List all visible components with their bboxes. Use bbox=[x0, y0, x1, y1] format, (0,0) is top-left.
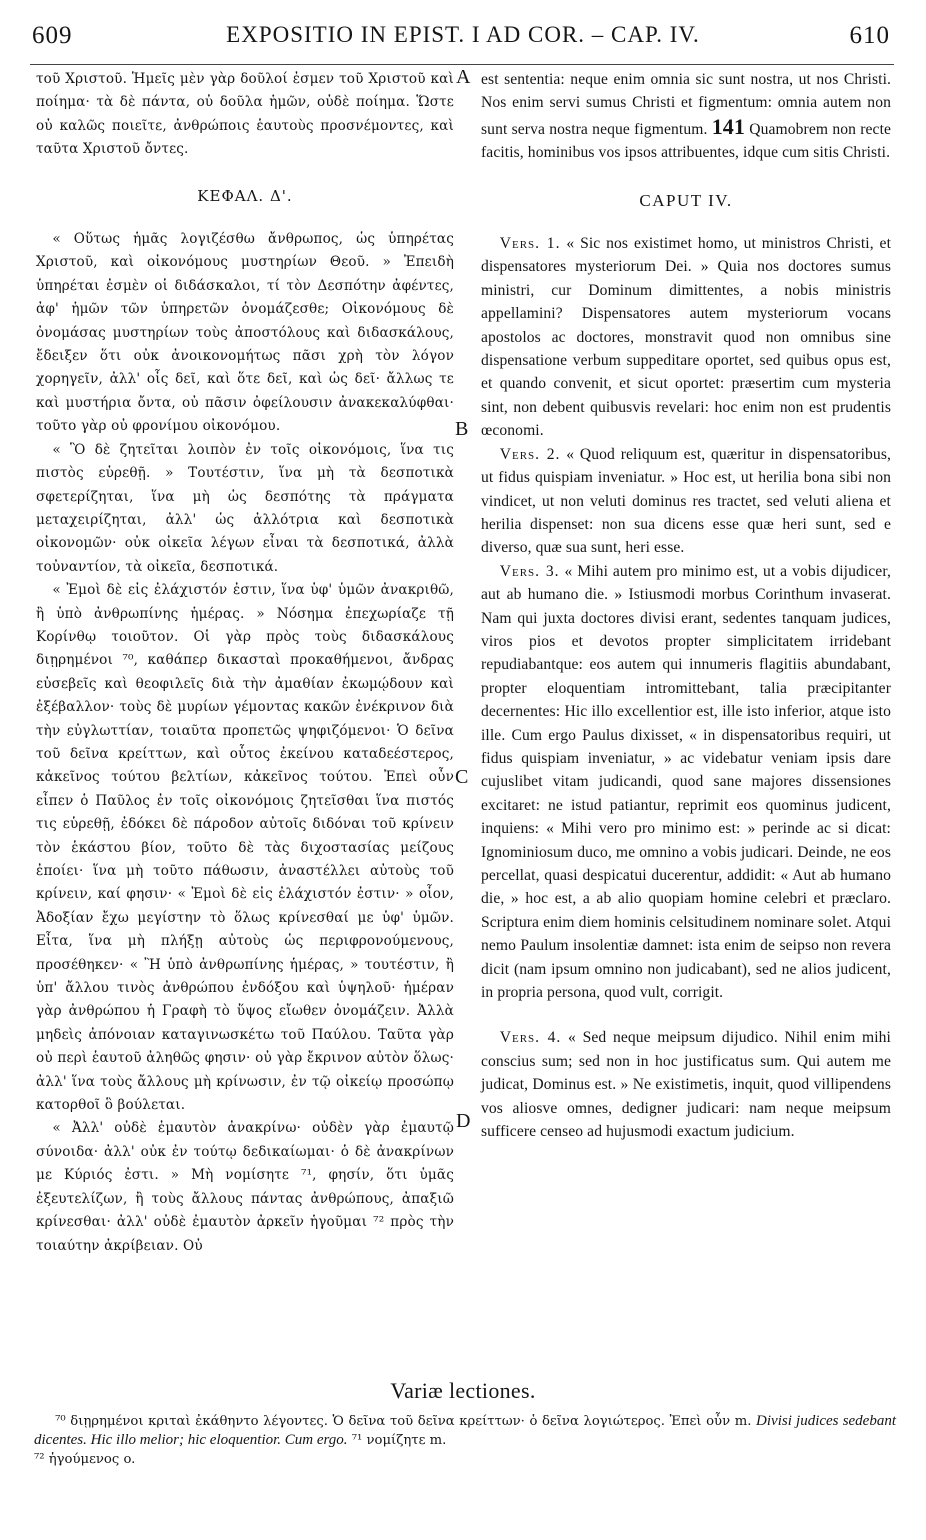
verse-text: « Sic nos existimet homo, ut ministros Christi, et dispensatores mysteriorum Dei. » Quia nos doctores sumus ministri, cur Dominum dimittentes, a nobis ministris appellamini? Dispensatores autem mysteriorum vocans apostolos ac doctores, monstravit quod non omnibus sine dispensatione verbum suppeditare oportet, sed quibus opus est, et quando convenit, et sicut oportet: præsertim cum mysteria sint, non debent quibusvis revelari: hoc enim non est prudentis œconomi. bbox=[481, 235, 892, 440]
latin-intro-paragraph bbox=[481, 68, 891, 165]
greek-intro-paragraph: τοῦ Χριστοῦ. Ἡμεῖς μὲν γὰρ δοῦλοί ἐσμεν τοῦ Χριστοῦ καὶ ποίημα· τὰ δὲ πάντα, οὐ δοῦλα ἡμῶν, οὐδὲ ποίημα. Ὥστε οὐ καλῶς ποιεῖτε, ἀνθρώποις ἑαυτοὺς προσνέμοντες, καὶ ταῦτα Χριστοῦ ὄντες. bbox=[36, 71, 454, 158]
footnote-70-71 bbox=[34, 1412, 896, 1450]
paragraph-gap bbox=[481, 1004, 891, 1026]
verse-label: Vers. 1. bbox=[499, 235, 561, 253]
section-marker-d: D bbox=[456, 1110, 471, 1132]
column-number: 141 bbox=[711, 113, 746, 139]
greek-column bbox=[36, 68, 454, 1258]
section-marker-c: C bbox=[455, 766, 469, 788]
section-marker-b: B bbox=[455, 418, 469, 440]
verse-label: Vers. 4. bbox=[499, 1029, 562, 1047]
footnote-70-greek: ⁷⁰ διῃρημένοι κριταὶ ἐκάθηντο λέγοντες. Ὁ δεῖνα τοῦ δεῖνα κρείττων· ὁ δεῖνα λογιώτερος. Ἐπεὶ οὖν m. bbox=[55, 1414, 752, 1429]
verse-text: « Quod reliquum est, quæritur in dispensatoribus, ut fidus quispiam inveniatur. » Hoc est, ut herilia bona sibi non vindicet, ut non veluti dominus res tractet, sed veluti aliena et herilia dispenset: non sua dicens esse quæ heri sunt, sed e diverso, quæ sua sunt, heri esse. bbox=[481, 445, 891, 557]
footnote-70-latin: Divisi judices sedebant dicentes. Hic illo melior; hic eloquentior. Cum ergo. bbox=[34, 1413, 897, 1448]
right-page-number: 610 bbox=[849, 22, 890, 49]
header-rule bbox=[30, 64, 894, 65]
verse-text: « Mihi autem pro minimo est, ut a vobis dijudicer, aut ab humano die. » Istiusmodi morbus Corinthum invaserat. Nam qui juxta doctores divisi erant, sedentes tanquam judices, viros pios et devotos propter simplicitatem irridebant repudiabantque: eos autem qui innumeris flagitiis abundabant, propter eloquentiam intromittebant, talia præcipitanter decernentes: Hic illo excellentior est, ille isto inferior, atque isto ille. Cum ergo Paulus dixisset, « in dispensatoribus requiri, ut fidus quispiam inveniatur, » ac videbatur veniam ipsis dare cujuslibet vitam judicandi, quod sane majores dissensiones excitaret: ne istud patiantur, reprimit eos quominus judicent, inquiens: « Mihi vero pro minimo est: » perinde ac si dicat: Ignominiosum duco, me omnino a vobis judicari. Deinde, ne eos percellat, quasi despicatui ducerentur, addidit: « Aut ab humano die, » hoc est, a ab alio quopiam homine celebri et præclaro. Scriptura enim diem hominis celsitudinem nominare solet. Atqui nemo Paulum insolentiæ damnet: ista enim de seipso non revera dicit (nam ipsum omnino non judicabant), sed ne alios judicent, in propria persona, quod vult, corrigit. bbox=[481, 562, 891, 1002]
latin-verse-2 bbox=[481, 443, 891, 560]
left-page-number: 609 bbox=[32, 22, 73, 49]
latin-column bbox=[481, 68, 891, 1143]
verse-text: « Sed neque meipsum dijudico. Nihil enim mihi conscius sum; sed non in hoc justificatus sum. Qui autem me judicat, Dominus est. » Ne existimetis, inquit, quod villipendens vos aliosve omnes, dedigner judicari: nam neque meipsum sufficere censeo ad hujusmodi exactum judicium. bbox=[481, 1029, 891, 1141]
latin-verse-4 bbox=[481, 1026, 891, 1143]
greek-paragraph-2: « Ὃ δὲ ζητεῖται λοιπὸν ἐν τοῖς οἰκονόμοις, ἵνα τις πιστὸς εὑρεθῇ. » Τουτέστιν, ἵνα μὴ τὰ δεσποτικὰ σφετερίζηται, ἵνα μὴ ὡς δεσπότης τὰ πράγματα μεταχειρίζηται, ἀλλ' ὡς ἀλλότρια καὶ δεσποτικὰ οἰκονομῶν· οὐκ οἰκεῖα λέγων εἶναι τὰ δεσποτικά, ἀλλὰ τοὐναντίον, τὰ οἰκεῖα, δεσποτικά. bbox=[36, 441, 454, 575]
footnote-72: ⁷² ἡγούμενος o. bbox=[34, 1452, 136, 1467]
latin-verse-1 bbox=[481, 232, 891, 443]
latin-verse-3 bbox=[481, 560, 891, 1005]
section-marker-a: A bbox=[456, 66, 471, 88]
latin-chapter-heading: CAPUT IV. bbox=[639, 190, 733, 210]
greek-paragraph-4: « Ἀλλ' οὐδὲ ἐμαυτὸν ἀνακρίνω· οὐδὲν γὰρ ἐμαυτῷ σύνοιδα· ἀλλ' οὐκ ἐν τούτῳ δεδικαίωμαι· ὁ δὲ ἀνακρίνων με Κύριός ἐστι. » Μὴ νομίσητε ⁷¹, φησίν, ὅτι ὑμᾶς ἐξευτελίζων, ἢ τοὺς ἄλλους πάντας ἀνθρώπους, ἀπαξιῶ κρίνεσθαι· ἀλλ' οὐδὲ ἐμαυτὸν ἀρκεῖν ἡγοῦμαι ⁷² πρὸς τὴν τοιαύτην ἀκρίβειαν. Οὐ bbox=[36, 1120, 454, 1254]
variae-lectiones-heading: Variæ lectiones. bbox=[390, 1378, 536, 1403]
latin-intro-text-b: Quamobrem non recte facitis, hominibus vos ipsos attribuentes, idque cum sitis Christi. bbox=[481, 120, 892, 162]
variant-readings-footnotes bbox=[34, 1412, 896, 1469]
page-header bbox=[30, 10, 896, 49]
verse-label: Vers. 2. bbox=[499, 445, 561, 463]
greek-paragraph-1: « Οὕτως ἡμᾶς λογιζέσθω ἄνθρωπος, ὡς ὑπηρέτας Χριστοῦ, καὶ οἰκονόμους μυστηρίων Θεοῦ. » Ἐπειδὴ ὑπηρέται ἐσμὲν οἱ διδάσκαλοι, τί τὸν Δεσπότην ἀφέντες, ἀφ' ἡμῶν τῶν ὑπηρετῶν ὀνομάζεσθε; Οἰκονόμους δὲ ὀνομάσας μυστηρίων τοὺς ἀποστόλους καὶ διδασκάλους, ἔδειξεν ὅτι οὐκ ἀνοικονομήτως πᾶσι χρὴ τὸν λόγον χορηγεῖν, ἀλλ' οἷς δεῖ, καὶ ὅτε δεῖ, καὶ ὡς δεῖ· ἄλλως τε καὶ μυστήρια ὄντα, οὐ πᾶσιν ὀφείλουσιν ἀνακεκαλύφθαι· τοῦτο γὰρ οὐ φρονίμου οἰκονόμου. bbox=[36, 231, 454, 435]
greek-paragraph-3: « Ἐμοὶ δὲ εἰς ἐλάχιστόν ἐστιν, ἵνα ὑφ' ὑμῶν ἀνακριθῶ, ἢ ὑπὸ ἀνθρωπίνης ἡμέρας. » Νόσημα ἐπεχωρίαζε τῇ Κορίνθῳ τοιοῦτον. Οἱ γὰρ πρὸς τοὺς διδασκάλους διῃρημένοι ⁷⁰, καθάπερ δικασταὶ προκαθήμενοι, ἄνδρας εὐσεβεῖς καὶ θεοφιλεῖς διὰ τὴν ἀμαθίαν ἐκωμῴδουν καὶ ἐξέβαλλον· τοὺς δὲ μυρίων γέμοντας κακῶν ἐνέκρινον διὰ τὴν εὐγλωττίαν, τοιαῦτα προπετῶς ψηφιζόμενοι· Ὁ δεῖνα τοῦ δεῖνα κρείττων, καὶ οὗτος ἐκείνου καταδεέστερος, κἀκεῖνος τούτου βελτίων, κἀκεῖνος τούτου. Ἐπεὶ οὖν εἶπεν ὁ Παῦλος ἐν τοῖς οἰκονόμοις ζητεῖσθαι ἵνα πιστός τις εὑρεθῇ, ἐδόκει δὲ πάροδον αὐτοῖς διδόναι τοῦ κρίνειν τὸν ἑκάστου βίον, τοῦτο δὲ τὰς διχοστασίας μείζους ἐποίει· ἵνα μὴ τοῦτο πάθωσιν, ἀναστέλλει αὐτοὺς τοῦ κρίνειν, καί φησιν· « Ἐμοὶ δὲ εἰς ἐλάχιστόν ἐστιν· » οἷον, Ἀδοξίαν ἔχω μεγίστην τὸ ὅλως κρίνεσθαί με ὑφ' ὑμῶν. Εἶτα, ἵνα μὴ πλήξῃ αὐτοὺς ὡς περιφρονούμενους, προσέθηκεν· « Ἢ ὑπὸ ἀνθρωπίνης ἡμέρας, » τουτέστιν, ἢ ὑπ' ἄλλου τινὸς ἀνθρώπου ἐνδόξου καὶ ὑψηλοῦ· ἡμέραν γὰρ ἀνθρώπου ἡ Γραφὴ τὸ ὕψος εἴωθεν ὀνομάζειν. Ἀλλὰ μηδεὶς ἀπόνοιαν καταγινωσκέτω τοῦ Παύλου. Ταῦτα γὰρ οὐ περὶ ἑαυτοῦ ἀληθῶς φησιν· οὐ γὰρ ἔκρινον αὐτὸν ὅλως· ἀλλ' ἵνα τοὺς ἄλλους μὴ κρίνωσιν, ἐν τῷ οἰκείῳ προσώπῳ κατορθοῖ ὃ βούλεται. bbox=[36, 582, 454, 1114]
running-title: EXPOSITIO IN EPIST. I AD COR. – CAP. IV. bbox=[226, 22, 700, 47]
verse-label: Vers. 3. bbox=[499, 562, 560, 580]
greek-chapter-heading: ΚΕΦΑΛ. Δ'. bbox=[197, 186, 293, 205]
latin-intro-text-a: est sententia: neque enim omnia sic sunt nostra, ut nos Christi. Nos enim servi sumus Christi et figmentum: omnia autem non sunt serva nostra neque figmentum. bbox=[481, 71, 891, 138]
footnote-71: ⁷¹ νομίζητε m. bbox=[351, 1433, 447, 1448]
